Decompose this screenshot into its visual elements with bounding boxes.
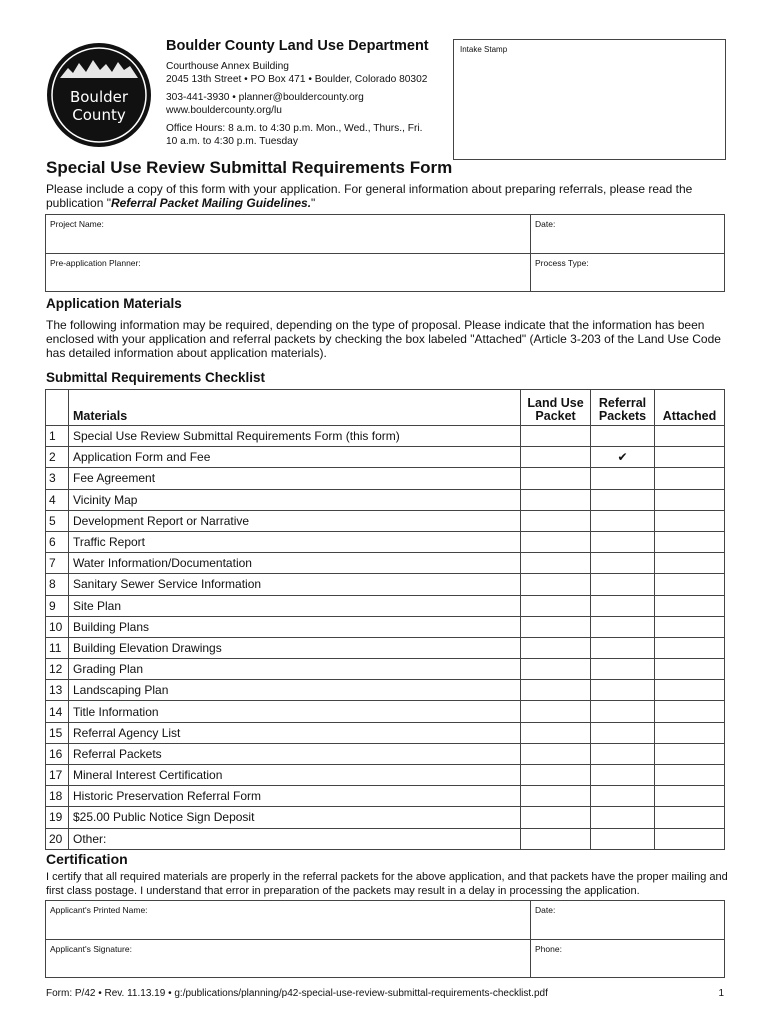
row-number: 14 xyxy=(46,701,69,722)
referral-packets-checkbox[interactable] xyxy=(591,426,655,447)
certification-heading: Certification xyxy=(46,851,128,867)
referral-packets-checkbox[interactable] xyxy=(591,722,655,743)
checklist-row xyxy=(46,680,725,701)
building-name: Courthouse Annex Building xyxy=(166,61,289,72)
row-number: 3 xyxy=(46,468,69,489)
materials-column-header: Materials xyxy=(68,390,520,426)
land-use-packet-checkbox[interactable] xyxy=(521,680,591,701)
checklist-heading: Submittal Requirements Checklist xyxy=(46,370,266,385)
row-number: 11 xyxy=(46,637,69,658)
land-use-packet-checkbox[interactable] xyxy=(521,574,591,595)
attached-checkbox[interactable] xyxy=(655,743,725,764)
intake-stamp-box xyxy=(453,39,726,160)
application-materials-text: The following information may be required, depending on the type of proposal. Please indicate that the information has been enclosed with your application and referral packets by checking the box labeled "Attached" (Article 3-203 of the Land Use Code has detailed information about application materials). xyxy=(46,318,721,360)
land-use-packet-checkbox[interactable] xyxy=(521,828,591,849)
row-number: 10 xyxy=(46,616,69,637)
land-use-packet-checkbox[interactable] xyxy=(521,765,591,786)
row-number: 8 xyxy=(46,574,69,595)
attached-checkbox[interactable] xyxy=(655,786,725,807)
land-use-packet-checkbox[interactable] xyxy=(521,722,591,743)
attached-checkbox[interactable] xyxy=(655,447,725,468)
checklist-row xyxy=(46,468,725,489)
referral-packets-checkbox[interactable] xyxy=(591,616,655,637)
material-label: Building Elevation Drawings xyxy=(68,637,520,658)
checklist-row xyxy=(46,722,725,743)
material-label: Traffic Report xyxy=(68,531,520,552)
checklist-row xyxy=(46,659,725,680)
referral-packets-checkbox[interactable] xyxy=(591,765,655,786)
checklist-row xyxy=(46,807,725,828)
intake-stamp-label: Intake Stamp xyxy=(460,45,508,54)
material-label: Sanitary Sewer Service Information xyxy=(68,574,520,595)
attached-checkbox[interactable] xyxy=(655,680,725,701)
row-number: 20 xyxy=(46,828,69,849)
land-use-packet-checkbox[interactable] xyxy=(521,510,591,531)
material-label: Landscaping Plan xyxy=(68,680,520,701)
checklist-row xyxy=(46,743,725,764)
applicant-phone-field[interactable]: Phone: xyxy=(535,944,562,954)
project-info-grid xyxy=(45,214,725,292)
row-number: 5 xyxy=(46,510,69,531)
attached-checkbox[interactable] xyxy=(655,574,725,595)
row-number: 6 xyxy=(46,531,69,552)
row-number: 17 xyxy=(46,765,69,786)
attached-checkbox[interactable] xyxy=(655,828,725,849)
checklist-row xyxy=(46,531,725,552)
material-label: Development Report or Narrative xyxy=(68,510,520,531)
attached-checkbox[interactable] xyxy=(655,659,725,680)
project-name-field[interactable]: Project Name: xyxy=(46,215,531,253)
checklist-row xyxy=(46,553,725,574)
referral-packets-checkbox[interactable] xyxy=(591,786,655,807)
checklist-row xyxy=(46,489,725,510)
checklist-row xyxy=(46,595,725,616)
material-label: $25.00 Public Notice Sign Deposit xyxy=(68,807,520,828)
attached-checkbox[interactable] xyxy=(655,616,725,637)
attached-checkbox[interactable] xyxy=(655,701,725,722)
referral-packets-checkbox[interactable] xyxy=(591,743,655,764)
department-name: Boulder County Land Use Department xyxy=(166,38,429,54)
material-label: Fee Agreement xyxy=(68,468,520,489)
referral-packets-checkbox[interactable] xyxy=(591,574,655,595)
land-use-packet-checkbox[interactable] xyxy=(521,786,591,807)
land-use-packet-checkbox[interactable] xyxy=(521,531,591,552)
land-use-packet-checkbox[interactable] xyxy=(521,743,591,764)
department-header xyxy=(166,38,446,148)
land-use-packet-checkbox[interactable] xyxy=(521,616,591,637)
referral-packets-checkbox[interactable] xyxy=(591,595,655,616)
material-label: Grading Plan xyxy=(68,659,520,680)
checklist-row xyxy=(46,701,725,722)
land-use-packet-checkbox[interactable] xyxy=(521,468,591,489)
land-use-packet-checkbox[interactable] xyxy=(521,426,591,447)
row-number: 15 xyxy=(46,722,69,743)
referral-packets-column-header: Referral Packets xyxy=(591,390,655,426)
referral-packets-checkbox[interactable] xyxy=(591,531,655,552)
project-date-field[interactable]: Date: xyxy=(535,219,556,229)
land-use-packet-column-header: Land Use Packet xyxy=(521,390,591,426)
office-hours-2: 10 a.m. to 4:30 p.m. Tuesday xyxy=(166,136,298,147)
attached-checkbox[interactable] xyxy=(655,510,725,531)
row-number: 7 xyxy=(46,553,69,574)
land-use-packet-checkbox[interactable] xyxy=(521,553,591,574)
material-label: Mineral Interest Certification xyxy=(68,765,520,786)
referral-packets-checkbox[interactable] xyxy=(591,680,655,701)
land-use-packet-checkbox[interactable] xyxy=(521,807,591,828)
referral-packets-checkbox[interactable] xyxy=(591,807,655,828)
attached-checkbox[interactable] xyxy=(655,807,725,828)
attached-checkbox[interactable] xyxy=(655,426,725,447)
attached-checkbox[interactable] xyxy=(655,468,725,489)
material-label: Vicinity Map xyxy=(68,489,520,510)
applicant-printed-name-field[interactable]: Applicant's Printed Name: xyxy=(46,901,531,939)
attached-checkbox[interactable] xyxy=(655,722,725,743)
material-label: Historic Preservation Referral Form xyxy=(68,786,520,807)
attached-checkbox[interactable] xyxy=(655,531,725,552)
material-label: Site Plan xyxy=(68,595,520,616)
applicant-date-field[interactable]: Date: xyxy=(535,905,556,915)
boulder-county-logo xyxy=(46,42,152,148)
row-number: 19 xyxy=(46,807,69,828)
form-intro: Please include a copy of this form with your application. For general information about preparing referrals, please read the publication "Referral Packet Mailing Guidelines." xyxy=(46,182,693,210)
referral-packets-checkbox[interactable] xyxy=(591,828,655,849)
attached-checkbox[interactable] xyxy=(655,765,725,786)
form-footer: Form: P/42 • Rev. 11.13.19 • g:/publications/planning/p42-special-use-review-submittal-requirements-checklist.pdf xyxy=(46,988,548,999)
referral-packets-checkbox[interactable] xyxy=(591,659,655,680)
material-label: Building Plans xyxy=(68,616,520,637)
checklist-row xyxy=(46,637,725,658)
checklist-row xyxy=(46,510,725,531)
row-number: 12 xyxy=(46,659,69,680)
referral-packets-checkbox[interactable]: ✔ xyxy=(591,447,655,468)
attached-checkbox[interactable] xyxy=(655,553,725,574)
referral-packets-checkbox[interactable] xyxy=(591,701,655,722)
checklist-row xyxy=(46,447,725,468)
land-use-packet-checkbox[interactable] xyxy=(521,595,591,616)
land-use-packet-checkbox[interactable] xyxy=(521,637,591,658)
referral-packets-checkbox[interactable] xyxy=(591,637,655,658)
applicant-info-grid xyxy=(45,900,725,978)
land-use-packet-checkbox[interactable] xyxy=(521,701,591,722)
material-label: Application Form and Fee xyxy=(68,447,520,468)
checklist-row xyxy=(46,574,725,595)
certification-text: I certify that all required materials are properly in the referral packets for the above application, and that packets have the proper mailing and first class postage. I understand that error in preparation of the packets may result in a delay in processing the application. xyxy=(46,871,728,897)
attached-checkbox[interactable] xyxy=(655,637,725,658)
logo-text-line2: County xyxy=(72,106,126,124)
material-label: Referral Packets xyxy=(68,743,520,764)
applicant-signature-field[interactable]: Applicant's Signature: xyxy=(46,940,531,977)
referral-packets-checkbox[interactable] xyxy=(591,489,655,510)
street-address: 2045 13th Street • PO Box 471 • Boulder, Colorado 80302 xyxy=(166,74,428,85)
form-title: Special Use Review Submittal Requirements Form xyxy=(46,158,453,177)
material-label: Special Use Review Submittal Requirements Form (this form) xyxy=(68,426,520,447)
checklist-row xyxy=(46,786,725,807)
row-number: 4 xyxy=(46,489,69,510)
checklist-row xyxy=(46,765,725,786)
logo-text-line1: Boulder xyxy=(69,88,129,106)
process-type-field[interactable]: Process Type: xyxy=(535,258,589,268)
office-hours-1: Office Hours: 8 a.m. to 4:30 p.m. Mon., Wed., Thurs., Fri. xyxy=(166,123,423,134)
material-label: Water Information/Documentation xyxy=(68,553,520,574)
attached-checkbox[interactable] xyxy=(655,489,725,510)
land-use-packet-checkbox[interactable] xyxy=(521,659,591,680)
row-number: 16 xyxy=(46,743,69,764)
attached-checkbox[interactable] xyxy=(655,595,725,616)
material-label: Title Information xyxy=(68,701,520,722)
checklist-row xyxy=(46,616,725,637)
checklist-header-row xyxy=(46,390,725,426)
land-use-packet-checkbox[interactable] xyxy=(521,489,591,510)
pre-application-planner-field[interactable]: Pre-application Planner: xyxy=(46,254,531,291)
land-use-packet-checkbox[interactable] xyxy=(521,447,591,468)
checklist-row xyxy=(46,828,725,849)
material-label: Referral Agency List xyxy=(68,722,520,743)
page-number: 1 xyxy=(718,988,724,999)
referral-packets-checkbox[interactable] xyxy=(591,468,655,489)
attached-column-header: Attached xyxy=(655,390,725,426)
row-number: 1 xyxy=(46,426,69,447)
referral-packets-checkbox[interactable] xyxy=(591,510,655,531)
material-label: Other: xyxy=(68,828,520,849)
contact-info: 303-441-3930 • planner@bouldercounty.org xyxy=(166,92,364,103)
row-number: 9 xyxy=(46,595,69,616)
application-materials-heading: Application Materials xyxy=(46,296,182,311)
guidelines-publication: Referral Packet Mailing Guidelines. xyxy=(110,196,312,210)
row-number: 2 xyxy=(46,447,69,468)
website: www.bouldercounty.org/lu xyxy=(166,105,282,116)
submittal-checklist-table xyxy=(45,389,725,850)
referral-packets-checkbox[interactable] xyxy=(591,553,655,574)
checklist-row xyxy=(46,426,725,447)
row-number: 13 xyxy=(46,680,69,701)
row-number: 18 xyxy=(46,786,69,807)
